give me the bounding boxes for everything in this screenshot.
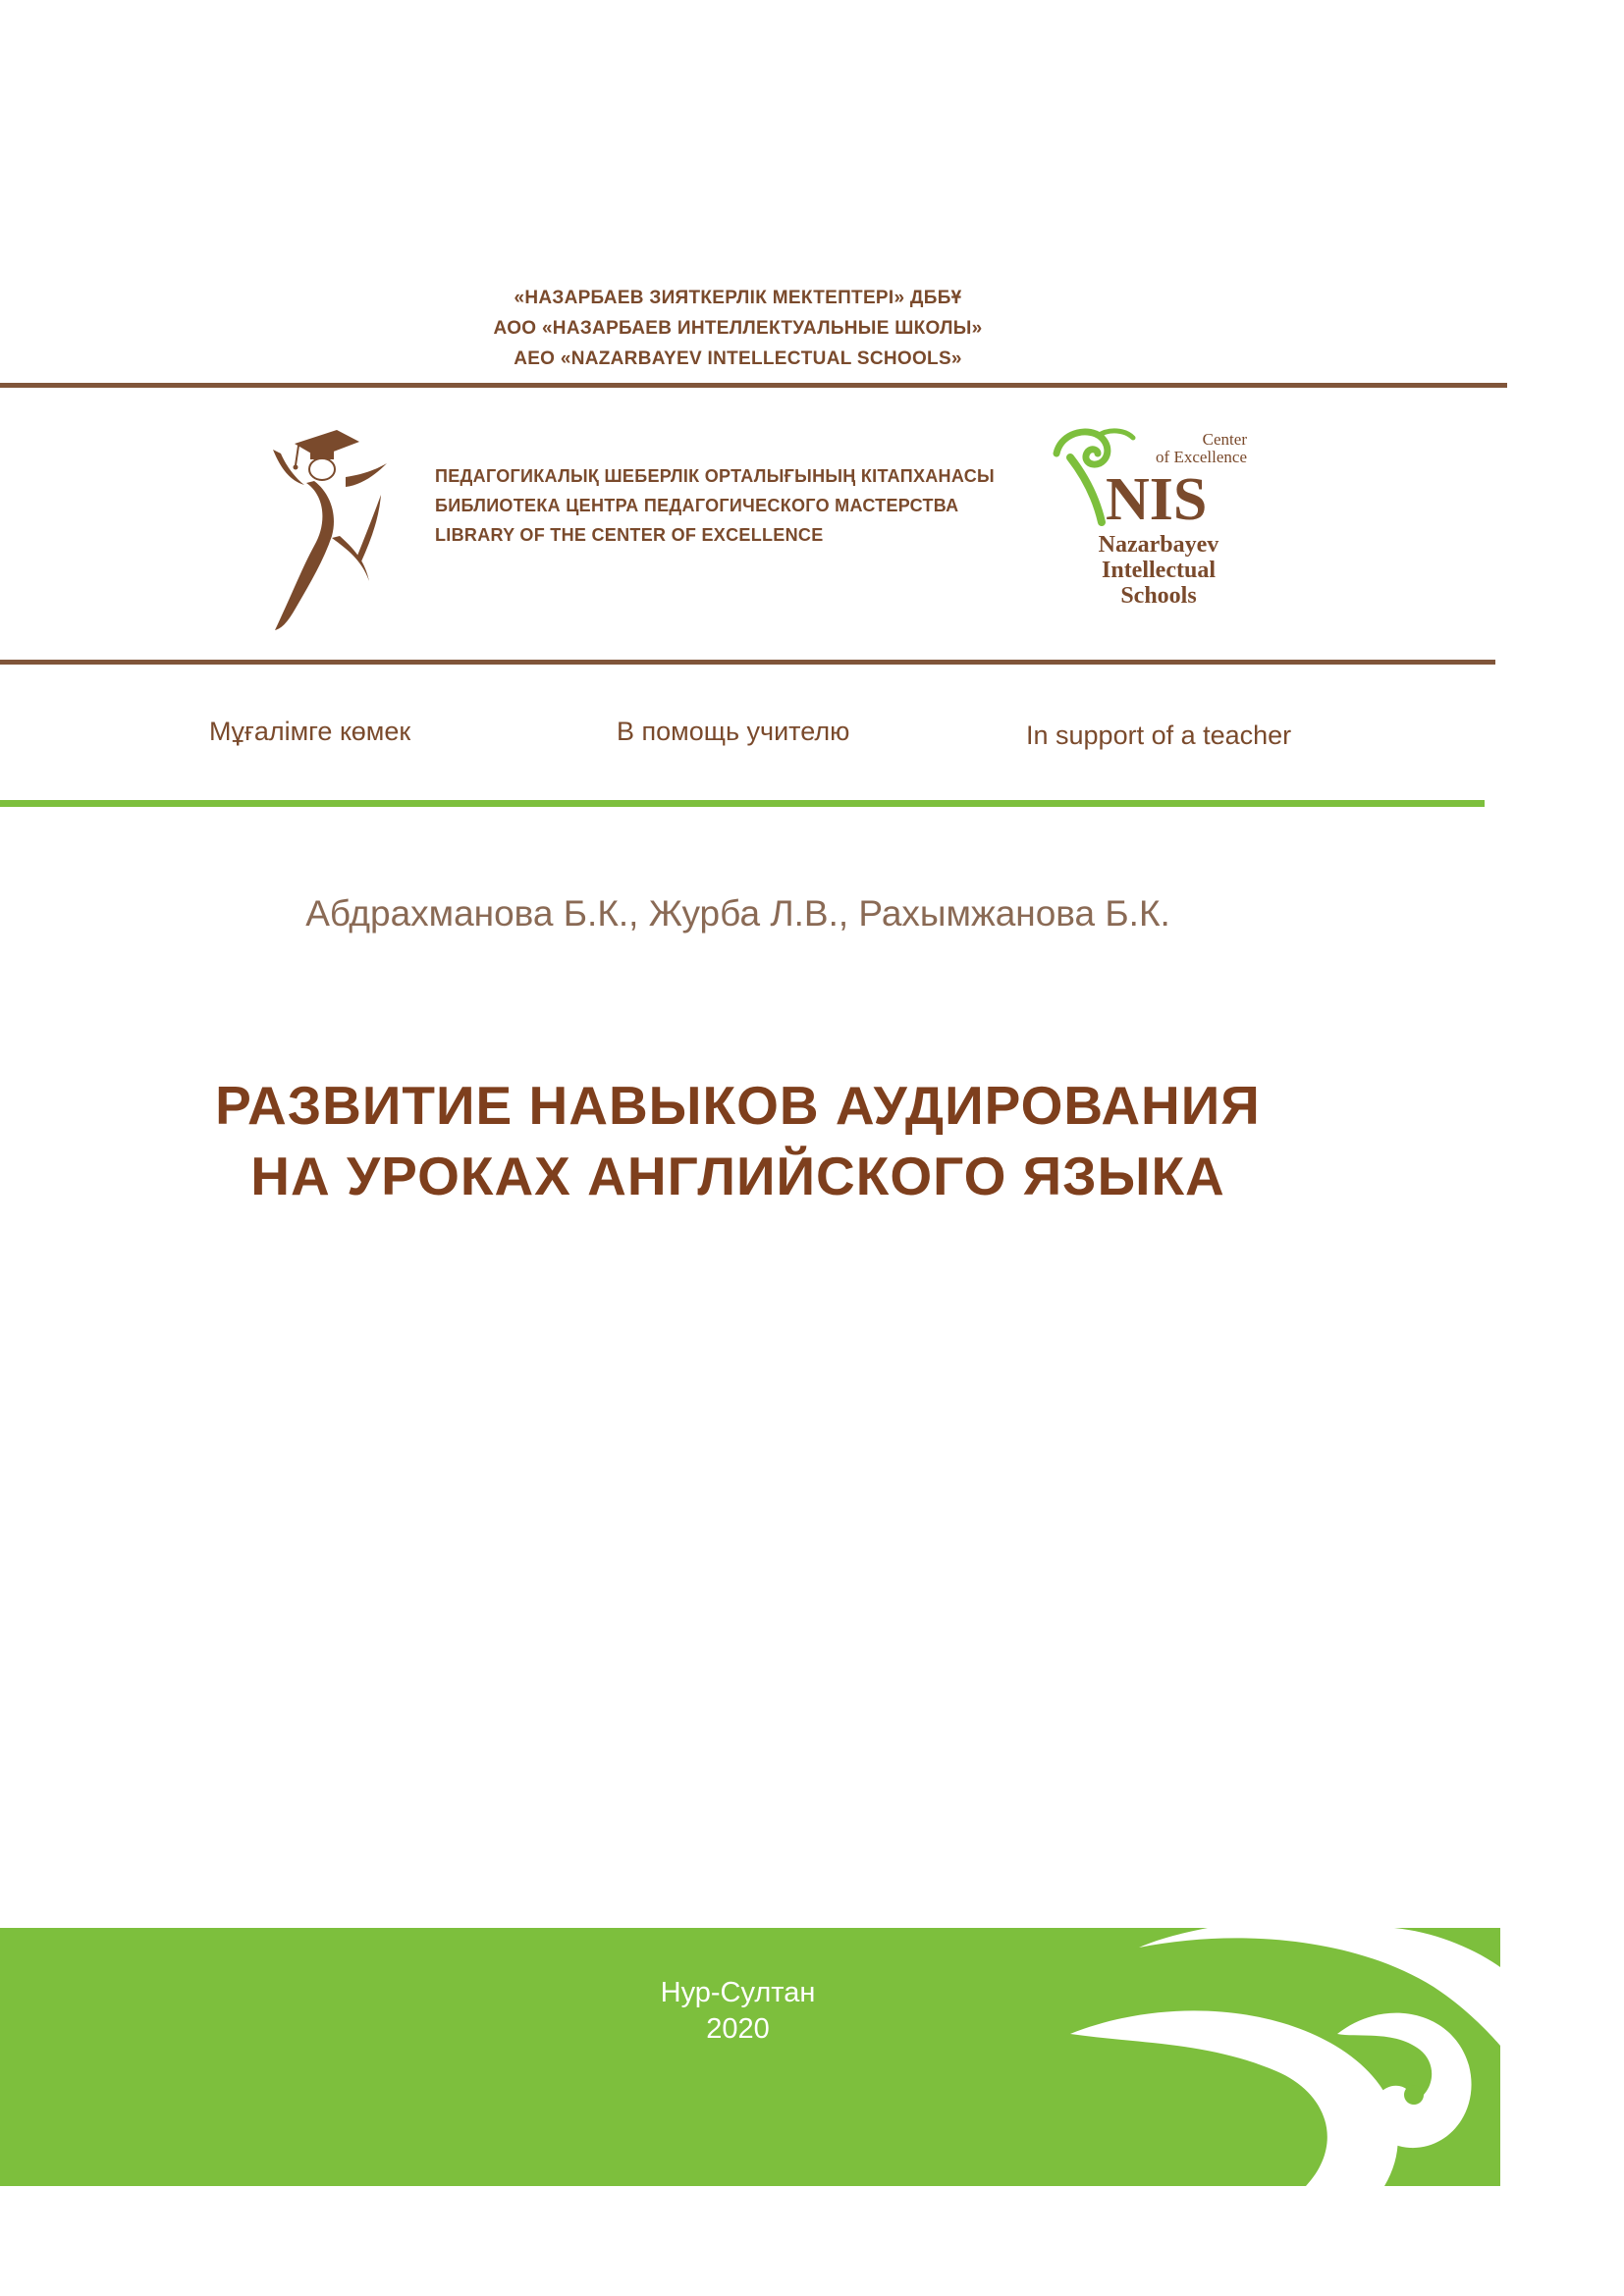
nis-name-line3: Schools bbox=[1120, 583, 1197, 609]
org-name-kazakh: «НАЗАРБАЕВ ЗИЯТКЕРЛІК МЕКТЕПТЕРІ» ДББҰ bbox=[514, 288, 962, 308]
nis-logo bbox=[1051, 424, 1247, 620]
top-divider bbox=[0, 383, 1507, 388]
book-title bbox=[0, 1070, 1476, 1211]
publication-year: 2020 bbox=[706, 2013, 770, 2045]
authors: Абдрахманова Б.К., Журба Л.В., Рахымжанова Б.К. bbox=[305, 893, 1170, 934]
library-name-kazakh: ПЕДАГОГИКАЛЫҚ ШЕБЕРЛІК ОРТАЛЫҒЫНЫҢ КІТАПХАНАСЫ bbox=[435, 466, 995, 486]
library-name-english: LIBRARY OF THE CENTER OF EXCELLENCE bbox=[435, 525, 824, 545]
swirl-ornament-icon bbox=[0, 1928, 1500, 2186]
publication-city: Нур-Султан bbox=[660, 1977, 816, 2008]
organization-header bbox=[0, 283, 1476, 374]
library-title-block bbox=[435, 461, 995, 550]
library-name-russian: БИБЛИОТЕКА ЦЕНТРА ПЕДАГОГИЧЕСКОГО МАСТЕРСТВА bbox=[435, 496, 959, 515]
green-divider bbox=[0, 800, 1485, 807]
support-label-russian: В помощь учителю bbox=[617, 717, 850, 746]
middle-divider bbox=[0, 660, 1495, 665]
org-name-russian: АОО «НАЗАРБАЕВ ИНТЕЛЛЕКТУАЛЬНЫЕ ШКОЛЫ» bbox=[493, 318, 983, 339]
title-line-2: НА УРОКАХ АНГЛИЙСКОГО ЯЗЫКА bbox=[250, 1146, 1225, 1206]
publication-info bbox=[0, 1975, 1476, 2048]
footer-band bbox=[0, 1928, 1500, 2186]
graduate-figure-icon bbox=[263, 420, 401, 636]
nis-abbreviation: NIS bbox=[1106, 466, 1208, 533]
nis-center-line: Center bbox=[1202, 430, 1247, 449]
support-label-kazakh: Мұғалімге көмек bbox=[209, 717, 411, 746]
title-line-1: РАЗВИТИЕ НАВЫКОВ АУДИРОВАНИЯ bbox=[215, 1075, 1261, 1136]
org-name-english: AEO «NAZARBAYEV INTELLECTUAL SCHOOLS» bbox=[514, 348, 962, 369]
nis-excellence-line: of Excellence bbox=[1156, 448, 1247, 466]
nis-name-line1: Nazarbayev bbox=[1098, 532, 1219, 558]
nis-name-line2: Intellectual bbox=[1102, 558, 1216, 583]
support-label-english: In support of a teacher bbox=[1026, 721, 1292, 750]
